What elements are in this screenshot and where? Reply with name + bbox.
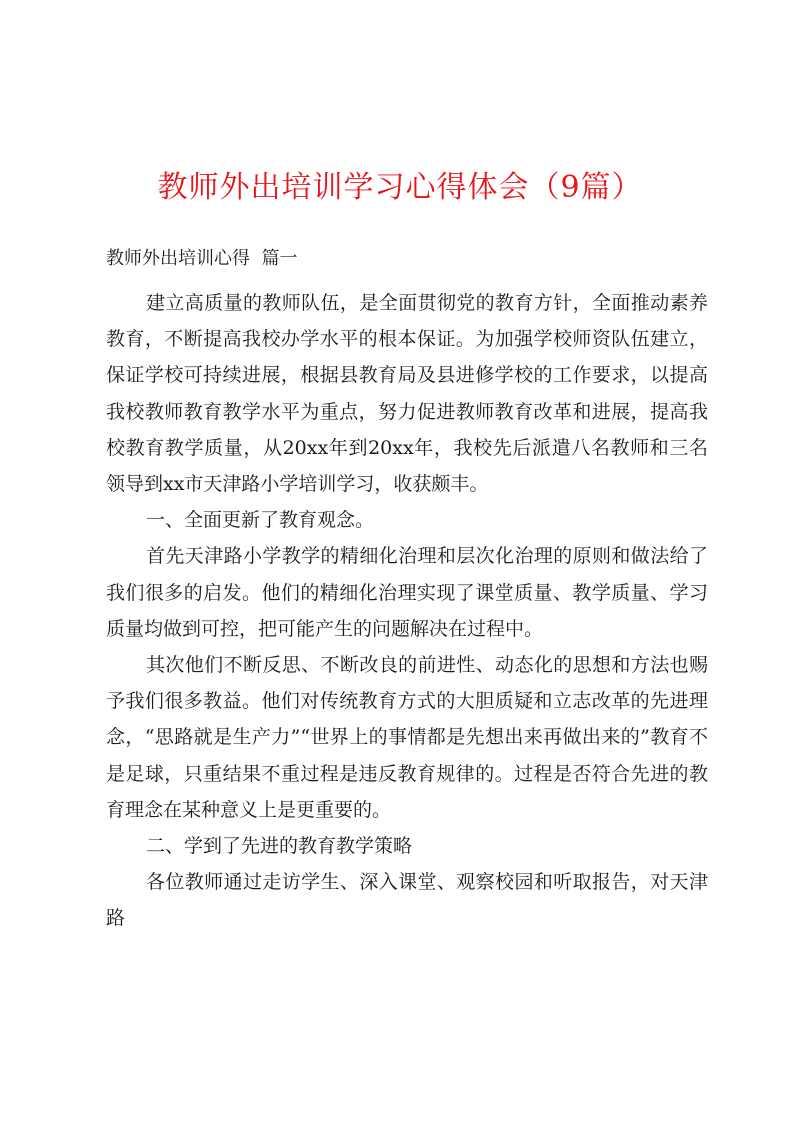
paragraph-intro: 建立高质量的教师队伍，是全面贯彻党的教育方针，全面推动素养教育，不断提高我校办学水平的根本保证。为加强学校师资队伍建立，保证学校可持续进展，根据县教育局及县进修学校的工作要求，以提高我校教师教育教学水平为重点，努力促进教师教育改革和进展，提高我校教育教学质量，从20xx年到20xx年，我校先后派遣八名教师和三名领导到xx市天津路小学培训学习，收获颇丰。 [106,292,708,496]
subheading-1: 一、全面更新了教育观念。 [146,509,375,532]
section-heading: 教师外出培训心得 篇一 [106,248,298,269]
document-body [106,285,708,937]
document-title: 教师外出培训学习心得体会（9篇） [157,170,643,205]
paragraph-second: 其次他们不断反思、不断改良的前进性、动态化的思想和方法也赐予我们很多教益。他们对传统教育方式的大胆质疑和立志改革的先进理念，“思路就是生产力”“世界上的事情都是先想出来再做出来的”教育不是足球，只重结果不重过程是违反教育规律的。过程是否符合先进的教育理念在某种意义上是更重要的。 [106,654,708,821]
paragraph-first: 首先天津路小学教学的精细化治理和层次化治理的原则和做法给了我们很多的启发。他们的精细化治理实现了课堂质量、教学质量、学习质量均做到可控，把可能产生的问题解决在过程中。 [106,545,708,640]
subheading-2: 二、学到了先进的教育教学策略 [146,835,413,858]
paragraph-visits: 各位教师通过走访学生、深入课堂、观察校园和听取报告，对天津路 [106,871,708,930]
